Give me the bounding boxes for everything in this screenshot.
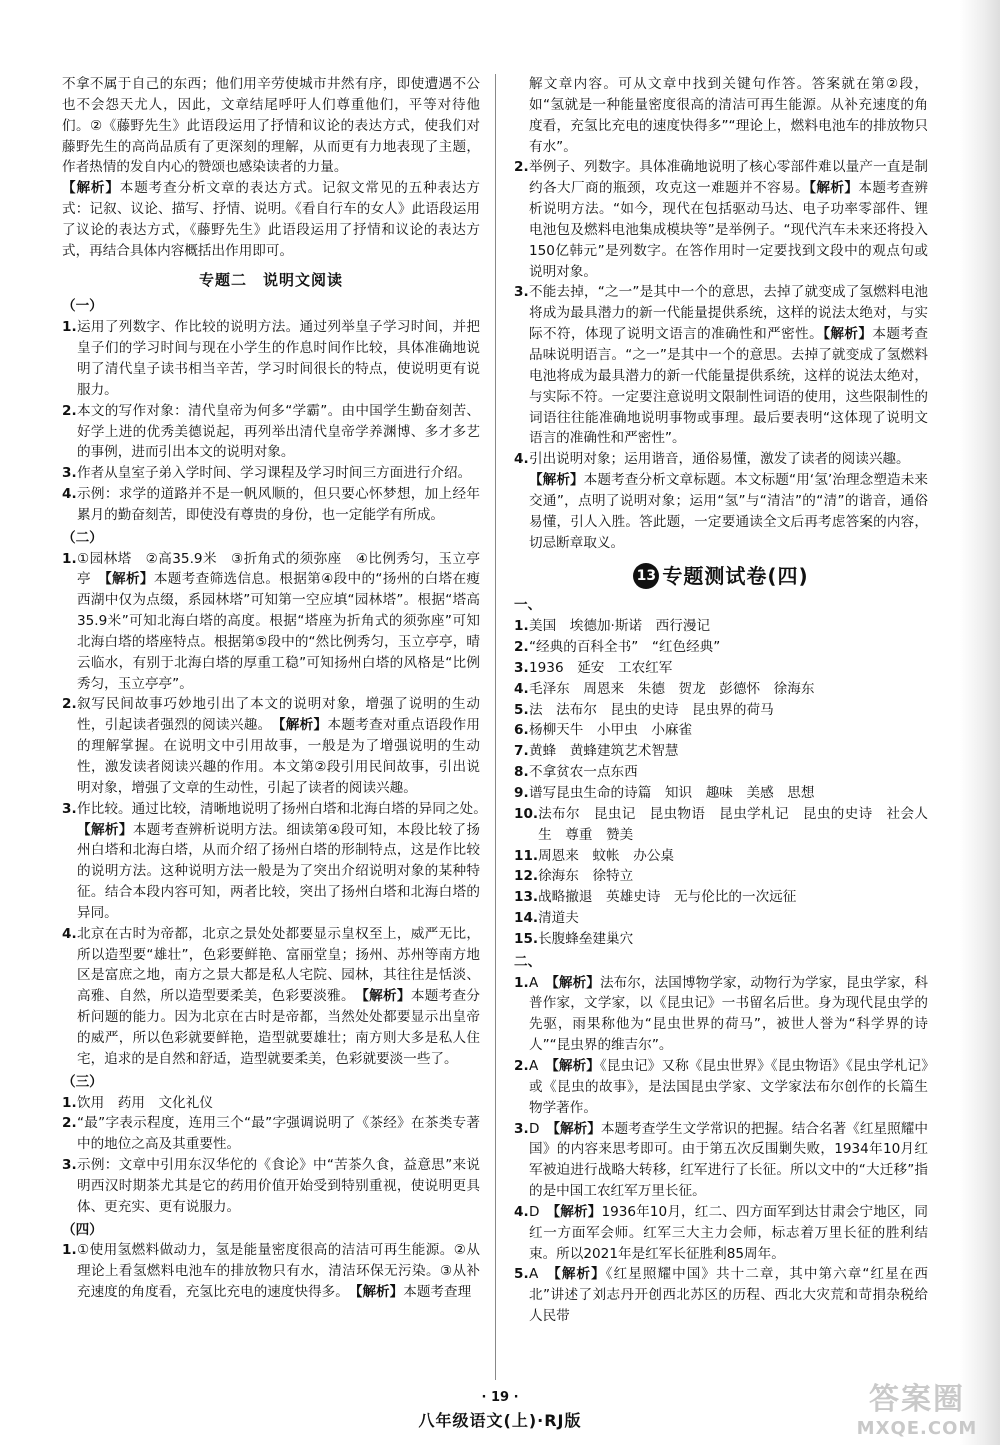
item-number: 4.	[62, 486, 77, 503]
analysis-label: 【解析】	[553, 1120, 601, 1137]
item-number: 7.	[514, 743, 529, 760]
answer-item	[62, 1240, 480, 1303]
item-number: 2.	[62, 1115, 77, 1132]
item-number: 2.	[514, 639, 529, 656]
answer-text: ①使用氢燃料做动力，氢是能量密度很高的洁洁可再生能源。②从理论上看氢燃料电池车的排放物只有水，清洁环保无污染。③从补充速度的角度看，充氢比充电的速度快得多。	[77, 1242, 480, 1301]
answer-item	[514, 1264, 928, 1327]
item-number: 3.	[514, 659, 529, 676]
item-number: 13.	[514, 889, 539, 906]
item-number: 6.	[514, 722, 529, 739]
answer-item	[514, 804, 928, 846]
item-text: 法 法布尔 昆虫的史诗 昆虫界的荷马	[529, 701, 774, 718]
answer-item	[514, 783, 928, 804]
answer-item	[514, 929, 928, 950]
answer-item	[514, 1119, 928, 1202]
answer-item	[514, 866, 928, 887]
analysis-text: 《昆虫记》又称《昆虫世界》《昆虫物语》《昆虫学札记》或《昆虫的故事》，是法国昆虫学家、文学家法布尔创作的长篇生物学著作。	[529, 1057, 928, 1116]
column-divider	[495, 74, 496, 1380]
item-number: 2.	[62, 696, 77, 713]
analysis-text: 《红星照耀中国》共十二章，其中第六章“红星在西北”讲述了刘志丹开创西北苏区的历程、西北大灾荒和苛捐杂税给人民带	[529, 1266, 928, 1325]
watermark-logo-text: 答案圈	[869, 1382, 965, 1417]
item-text: 徐海东 徐特立	[538, 868, 634, 885]
item-number: 4.	[514, 451, 529, 468]
answer-item	[62, 463, 480, 484]
item-text: 运用了列数字、作比较的说明方法。通过列举皇子学习时间，并把皇子们的学习时间与现在小学生的作息时间作比较，具体准确地说明了清代皇子读书相当辛苦，学习时间很长的特点，使说明更有说服力。	[77, 319, 480, 398]
item-text: 战略撤退 英雄史诗 无与伦比的一次远征	[538, 889, 797, 906]
analysis-label: 【解析】	[77, 821, 133, 838]
item-text: 饮用 药用 文化礼仪	[77, 1094, 213, 1111]
page-number: · 19 ·	[481, 1390, 519, 1405]
part-label: 二、	[514, 953, 542, 970]
item-number: 1.	[514, 618, 529, 635]
answer-item	[62, 549, 480, 695]
answer-text: 北京在古时为帝都，北京之景处处都要显示皇权至上，威严无比，所以造型要“雄壮”，色彩要鲜艳、富丽堂皇；扬州、苏州等南方地区是富庶之地，南方之景大都是私人宅院、园林，其往往是恬淡、高雅、自然，所以造型要柔美，色彩要淡雅。	[77, 925, 480, 1005]
item-number: 14.	[514, 910, 539, 927]
item-number: 4.	[514, 1203, 529, 1220]
item-number: 12.	[514, 868, 539, 885]
group-label: （一）	[62, 298, 103, 315]
analysis-label: 【解析】	[62, 180, 120, 197]
item-number: 3.	[62, 1157, 77, 1174]
item-number: 4.	[62, 925, 77, 942]
analysis-label: 【解析】	[104, 571, 154, 588]
test-title-text: 专题测试卷(四)	[662, 563, 809, 588]
test-number-badge: 13	[633, 563, 659, 589]
answer-item	[62, 694, 480, 798]
answer-text: D	[529, 1120, 554, 1137]
analysis-text: 本题考查辨析说明方法。“如今，现代在包括驱动马达、电子功率零部件、锂电池包及燃料电池集成模块等”是举例子。“现代汽车未来还将投入150亿韩元”是列数字。在答作用时一定要找到文段中的观点句或说明对象。	[529, 180, 929, 280]
analysis-label: 【解析】	[553, 1203, 602, 1220]
answer-item	[514, 887, 928, 908]
item-text: “经典的百科全书” “红色经典”	[529, 639, 721, 656]
answer-item	[62, 1093, 480, 1114]
part-label: 一、	[514, 597, 542, 614]
item-number: 2.	[514, 159, 529, 176]
test-title	[514, 563, 928, 589]
item-number: 1.	[514, 974, 529, 991]
analysis-label: 【解析】	[552, 974, 600, 991]
answer-text: A	[529, 1057, 553, 1074]
right-column	[514, 74, 928, 1327]
answer-text: 引出说明对象；运用谐音，通俗易懂，激发了读者的阅读兴趣。	[529, 451, 910, 468]
answer-text: A	[529, 1266, 554, 1283]
answer-item	[514, 679, 928, 700]
answer-item	[62, 484, 480, 526]
answer-item	[514, 908, 928, 929]
item-number: 11.	[514, 847, 539, 864]
answer-text: 叙写民间故事巧妙地引出了本文的说明对象，增强了说明的生动性，引起读者强烈的阅读兴趣。	[77, 696, 480, 734]
item-text: 谱写昆虫生命的诗篇 知识 趣味 美感 思想	[529, 785, 815, 801]
answer-item	[514, 1056, 928, 1119]
answer-item	[62, 317, 480, 400]
item-text: 黄蜂 黄蜂建筑艺术智慧	[529, 743, 679, 760]
analysis-text: 1936年10月，红二、四方面军到达甘肃会宁地区，同红一方面军会师。红军三大主力会师，标志着万里长征的胜利结束。所以2021年是红军长征胜利85周年。	[529, 1203, 928, 1262]
answer-text: ①园林塔 ②高35.9米 ③折角式的须弥座 ④比例秀匀，玉立亭亭	[77, 550, 480, 588]
item-text: 作者从皇室子弟入学时间、学习课程及学习时间三方面进行介绍。	[77, 465, 472, 482]
analysis-text: 本题考查对重点语段作用的理解掌握。在说明文中引用故事，一般是为了增强说明的生动性，激发读者阅读兴趣的作用。本文第②段引用民间故事，引出说明对象，增强了文章的生动性，引起了读者的阅读兴趣。	[77, 717, 481, 796]
item-number: 10.	[514, 805, 539, 822]
answer-text: 作比较。通过比较，清晰地说明了扬州白塔和北海白塔的异同之处。	[77, 800, 494, 817]
answer-item	[514, 658, 928, 679]
answer-item	[514, 846, 928, 867]
book-title: 八年级语文(上)·RJ版	[418, 1411, 582, 1430]
analysis-label: 【解析】	[809, 180, 859, 197]
analysis-text: 法布尔，法国博物学家，动物行为学家，昆虫学家，科普作家，文学家，以《昆虫记》一书留名后世。身为现代昆虫学的先驱，雨果称他为“昆虫世界的荷马”，被世人誉为“科学界的诗人”“昆虫界的维吉尔”。	[529, 974, 928, 1054]
item-number: 1.	[62, 1094, 77, 1111]
analysis-text: 本题考查辨析说明方法。细读第④段可知，本段比较了扬州白塔和北海白塔，从而介绍了扬州白塔的形制特点，这是作比较的说明方法。这种说明方法一般是为了突出介绍说明对象的某种特征。结合本段内容可知，两者比较，突出了扬州白塔和北海白塔的异同。	[77, 821, 481, 921]
analysis-label: 【解析】	[553, 1266, 606, 1283]
intro-paragraph: 不拿不属于自己的东西；他们用辛劳使城市井然有序，即使遭遇不公也不会怨天尤人，因此，文章结尾呼吁人们尊重他们，平等对待他们。②《藤野先生》此语段运用了抒情和议论的表达方式，使我们对藤野先生的高尚品质有了更深刻的理解，从而更有力地表现了主题，作者热情的发自内心的赞颂也感染读者的力量。	[62, 76, 480, 176]
item-text: 示例：求学的道路并不是一帆风顺的，但只要心怀梦想，加上经年累月的勤奋刻苦，即使没有尊贵的身份，也一定能学有所成。	[77, 486, 480, 523]
answer-text: 举例子、列数字。具体准确地说明了核心零部件难以量产一直是制约各大厂商的瓶颈，攻克这一难题并不容易。	[529, 159, 928, 197]
answer-item	[62, 1113, 480, 1155]
item-number: 9.	[514, 785, 529, 801]
item-number: 1.	[62, 550, 77, 567]
analysis-label: 【解析】	[355, 1284, 404, 1301]
analysis-label: 【解析】	[823, 326, 873, 343]
analysis-label: 【解析】	[529, 472, 584, 489]
intro-analysis	[62, 178, 480, 261]
page-edge-shadow	[960, 0, 1000, 1445]
item-text: 杨柳天牛 小甲虫 小麻雀	[529, 722, 693, 739]
item-number: 5.	[514, 1266, 529, 1283]
analysis-text: 本题考查分析问题的能力。因为北京在古时是帝都，当然处处都要显示出皇帝的威严，所以色彩就要鲜艳，造型就要雄壮；南方则大多是私人住宅，追求的是自然和舒适，造型就要柔美，色彩就要淡一些了。	[77, 988, 481, 1067]
item-number: 8.	[514, 764, 529, 781]
item-number: 3.	[62, 800, 77, 817]
analysis-text: 本题考查分析文章标题。本文标题“用‘氢’治理念塑造未来交通”，点明了说明对象；运用“氢”与“清洁”的“清”的谐音，通俗易懂，引人入胜。答此题，一定要通读全文后再考虑答案的内容，切忌断章取义。	[529, 472, 928, 551]
analysis-text: 本题考查筛选信息。根据第④段中的“扬州的白塔在瘦西湖中仅为点缀，系园林塔”可知第一空应填“园林塔”。根据“塔高35.9米”可知北海白塔的高度。根据“塔座为折角式的须弥座”可知北海白塔的塔座特点。根据第⑤段中的“然比例秀匀，玉立亭亭，晴云临水，有别于北海白塔的厚重工稳”可知扬州白塔的风格是“比例秀匀，玉立亭亭”。	[77, 571, 480, 692]
analysis-label: 【解析】	[362, 988, 411, 1005]
item-number: 2.	[62, 402, 77, 419]
item-text: 法布尔 昆虫记 昆虫物语 昆虫学札记 昆虫的史诗 社会人生 尊重 赞美	[538, 805, 928, 843]
item-text: 本文的写作对象：清代皇帝为何多“学霸”。由中国学生勤奋刻苦、好学上进的优秀美德说起，再列举出清代皇帝学养渊博、多才多艺的事例，进而引出本文的说明对象。	[77, 402, 480, 461]
answer-item	[514, 157, 928, 282]
answer-item	[514, 762, 928, 783]
item-text: 示例：文章中引用东汉华佗的《食论》中“苦茶久食，益意思”来说明西汉时期茶尤其是它的药用价值开始受到特别重视，使说明更具体、更充实、更有说服力。	[77, 1157, 480, 1215]
item-number: 5.	[514, 701, 529, 718]
section-title: 专题二 说明文阅读	[198, 270, 343, 289]
group-label: （二）	[62, 529, 103, 546]
item-text: 不拿贫农一点东西	[529, 764, 638, 781]
item-number: 3.	[514, 284, 529, 301]
item-text: “最”字表示程度，连用三个“最”字强调说明了《茶经》在茶类专著中的地位之高及其重要性。	[77, 1115, 480, 1153]
continued-analysis: 解文章内容。可从文章中找到关键句作答。答案就在第②段，如“氢就是一种能量密度很高的清洁可再生能源。从补充速度的角度看，充氢比充电的速度快得多”“理论上，燃料电池车的排放物只有水”。	[529, 76, 928, 155]
item-number: 2.	[514, 1057, 529, 1074]
watermark-url: MXQE.COM	[856, 1418, 978, 1439]
answer-item	[514, 720, 928, 741]
item-text: 1936 延安 工农红军	[529, 659, 673, 676]
item-number: 3.	[514, 1120, 529, 1137]
item-number: 1.	[62, 319, 77, 336]
answer-text: 不能去掉，“之一”是其中一个的意思，去掉了就变成了氢燃料电池将成为最具潜力的新一代能量提供系统，这样的说法太绝对，与实际不符，体现了说明文语言的准确性和严密性。	[529, 284, 928, 343]
item-text: 美国 埃德加·斯诺 西行漫记	[529, 618, 711, 635]
analysis-text: 本题考查学生文学常识的把握。结合名著《红星照耀中国》的内容来思考即可。由于第五次反围剿失败，1934年10月红军被迫进行战略大转移，红军进行了长征。所以文中的“大迁移”指的是中国工农红军万里长征。	[529, 1120, 929, 1200]
answer-item	[514, 637, 928, 658]
answer-item	[514, 741, 928, 762]
answer-item	[514, 973, 928, 1056]
answer-item	[514, 1202, 928, 1265]
answer-item	[62, 401, 480, 464]
answer-item	[514, 282, 928, 449]
site-watermark	[842, 1374, 992, 1439]
answer-text: A	[529, 974, 553, 991]
item-number: 1.	[62, 1242, 77, 1259]
analysis-text: 本题考查理	[403, 1284, 472, 1301]
item-number: 15.	[514, 930, 539, 947]
item-text: 周恩来 蚊帐 办公桌	[538, 847, 675, 864]
answer-item	[514, 700, 928, 721]
answer-item	[62, 799, 494, 924]
answer-item	[514, 616, 928, 637]
answer-item	[62, 1155, 480, 1218]
answer-item	[62, 924, 480, 1070]
left-column	[62, 74, 494, 1303]
analysis-text: 本题考查分析文章的表达方式。记叙文常见的五种表达方式：记叙、议论、描写、抒情、说明。《看自行车的女人》此语段运用了议论的表达方式，《藤野先生》此语段运用了抒情和议论的表达方式，再结合具体内容概括出作用即可。	[62, 180, 481, 259]
analysis-text: 本题考查品味说明语言。“之一”是其中一个的意思。去掉了就变成了氢燃料电池将成为最具潜力的新一代能量提供系统，这样的说法太绝对，与实际不符。一定要注意说明文限制性词语的使用，这些限制性的词语往往能准确地说明事物或事理。最后要表明“这体现了说明文语言的准确性和严密性”。	[529, 326, 929, 447]
item-number: 4.	[514, 680, 529, 697]
item-text: 毛泽东 周恩来 朱德 贺龙 彭德怀 徐海东	[529, 680, 815, 697]
analysis-label: 【解析】	[552, 1057, 600, 1074]
item-text: 长腹蜂垒建巢穴	[538, 930, 634, 947]
answer-item	[514, 449, 928, 553]
answer-text: D	[529, 1203, 554, 1220]
group-label: （四）	[62, 1221, 103, 1238]
analysis-label: 【解析】	[278, 717, 328, 734]
item-text: 清道夫	[538, 910, 579, 927]
group-label: （三）	[62, 1073, 103, 1090]
item-number: 3.	[62, 465, 77, 482]
